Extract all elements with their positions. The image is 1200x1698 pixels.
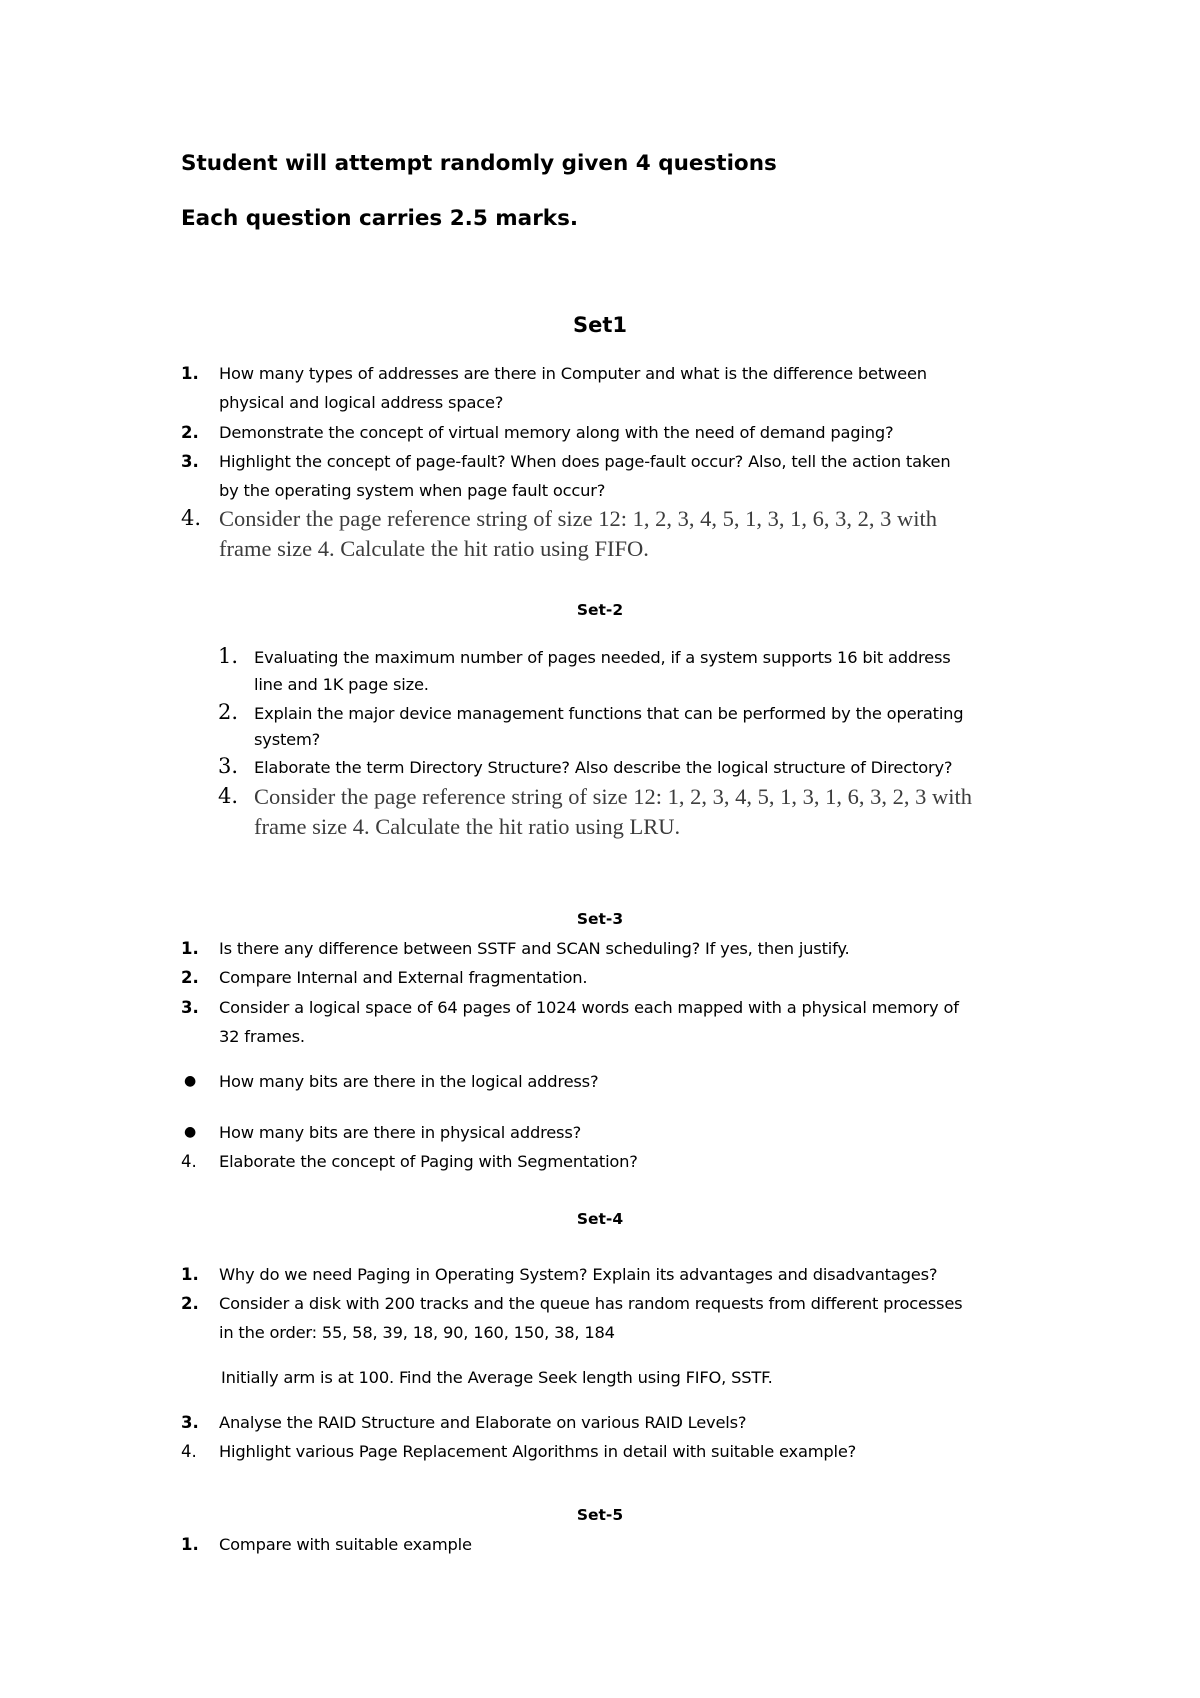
set1-q1-number: 1. (181, 364, 199, 383)
set1-q4-line1: Consider the page reference string of size 12: 1, 2, 3, 4, 5, 1, 3, 1, 6, 3, 2, 3 with (219, 506, 937, 531)
set4-q2-line3: Initially arm is at 100. Find the Average Seek length using FIFO, SSTF. (221, 1368, 773, 1387)
set3-q4-line1: Elaborate the concept of Paging with Segmentation? (219, 1152, 638, 1171)
set1-q1-line1: How many types of addresses are there in Computer and what is the difference between (219, 364, 927, 383)
set3-q4-number: 4. (181, 1152, 197, 1171)
set5-title: Set-5 (576, 1506, 624, 1524)
set3-title: Set-3 (576, 910, 624, 928)
set1-q3-line1: Highlight the concept of page-fault? When does page-fault occur? Also, tell the action taken (219, 452, 951, 471)
set3-q3-line2: 32 frames. (219, 1027, 305, 1046)
set3-q1-number: 1. (181, 939, 199, 958)
set3-q2-number: 2. (181, 968, 199, 987)
set5-q1-number: 1. (181, 1535, 199, 1554)
set2-q3-line1: Elaborate the term Directory Structure? Also describe the logical structure of Directory? (254, 758, 953, 777)
set2-q1-line1: Evaluating the maximum number of pages needed, if a system supports 16 bit address (254, 648, 951, 667)
set1-q1-line2: physical and logical address space? (219, 393, 504, 412)
set4-q1-number: 1. (181, 1265, 199, 1284)
set3-q1-line1: Is there any difference between SSTF and SCAN scheduling? If yes, then justify. (219, 939, 850, 958)
set2-title: Set-2 (576, 601, 624, 619)
instruction-line-2: Each question carries 2.5 marks. (181, 206, 579, 231)
set3-q3-line1: Consider a logical space of 64 pages of 1024 words each mapped with a physical memory of (219, 998, 959, 1017)
set1-q4-number: 4. (181, 506, 202, 530)
set4-q3-line1: Analyse the RAID Structure and Elaborate on various RAID Levels? (219, 1413, 747, 1432)
set3-bullet-2-icon: ● (184, 1124, 197, 1140)
set2-q2-line1: Explain the major device management functions that can be performed by the operating (254, 704, 964, 723)
set2-q2-line2: system? (254, 730, 321, 749)
set4-q3-number: 3. (181, 1413, 199, 1432)
set1-q4-line2: frame size 4. Calculate the hit ratio using FIFO. (219, 536, 649, 561)
set4-q2-number: 2. (181, 1294, 199, 1313)
set2-q1-number: 1. (218, 644, 239, 668)
set4-title: Set-4 (576, 1210, 624, 1228)
set2-q3-number: 3. (218, 754, 239, 778)
set3-q3-number: 3. (181, 998, 199, 1017)
set1-q3-number: 3. (181, 452, 199, 471)
set5-q1-line1: Compare with suitable example (219, 1535, 472, 1554)
set1-q3-line2: by the operating system when page fault occur? (219, 481, 606, 500)
set3-q2-line1: Compare Internal and External fragmentation. (219, 968, 588, 987)
set4-q4-number: 4. (181, 1442, 197, 1461)
instruction-line-1: Student will attempt randomly given 4 questions (181, 151, 777, 176)
set1-title: Set1 (572, 313, 628, 337)
set2-q4-line1: Consider the page reference string of size 12: 1, 2, 3, 4, 5, 1, 3, 1, 6, 3, 2, 3 with (254, 784, 972, 809)
set4-q1-line1: Why do we need Paging in Operating System? Explain its advantages and disadvantages? (219, 1265, 938, 1284)
set1-q2-line1: Demonstrate the concept of virtual memory along with the need of demand paging? (219, 423, 894, 442)
set4-q2-line1: Consider a disk with 200 tracks and the queue has random requests from different processes (219, 1294, 963, 1313)
set4-q2-line2: in the order: 55, 58, 39, 18, 90, 160, 150, 38, 184 (219, 1323, 615, 1342)
set3-bullet-2-text: How many bits are there in physical address? (219, 1123, 582, 1142)
set2-q1-line2: line and 1K page size. (254, 675, 429, 694)
set3-bullet-1-icon: ● (184, 1073, 197, 1089)
set1-q2-number: 2. (181, 423, 199, 442)
set2-q4-number: 4. (218, 784, 239, 808)
set2-q4-line2: frame size 4. Calculate the hit ratio using LRU. (254, 814, 681, 839)
set2-q2-number: 2. (218, 700, 239, 724)
set4-q4-line1: Highlight various Page Replacement Algorithms in detail with suitable example? (219, 1442, 857, 1461)
set3-bullet-1-text: How many bits are there in the logical address? (219, 1072, 599, 1091)
